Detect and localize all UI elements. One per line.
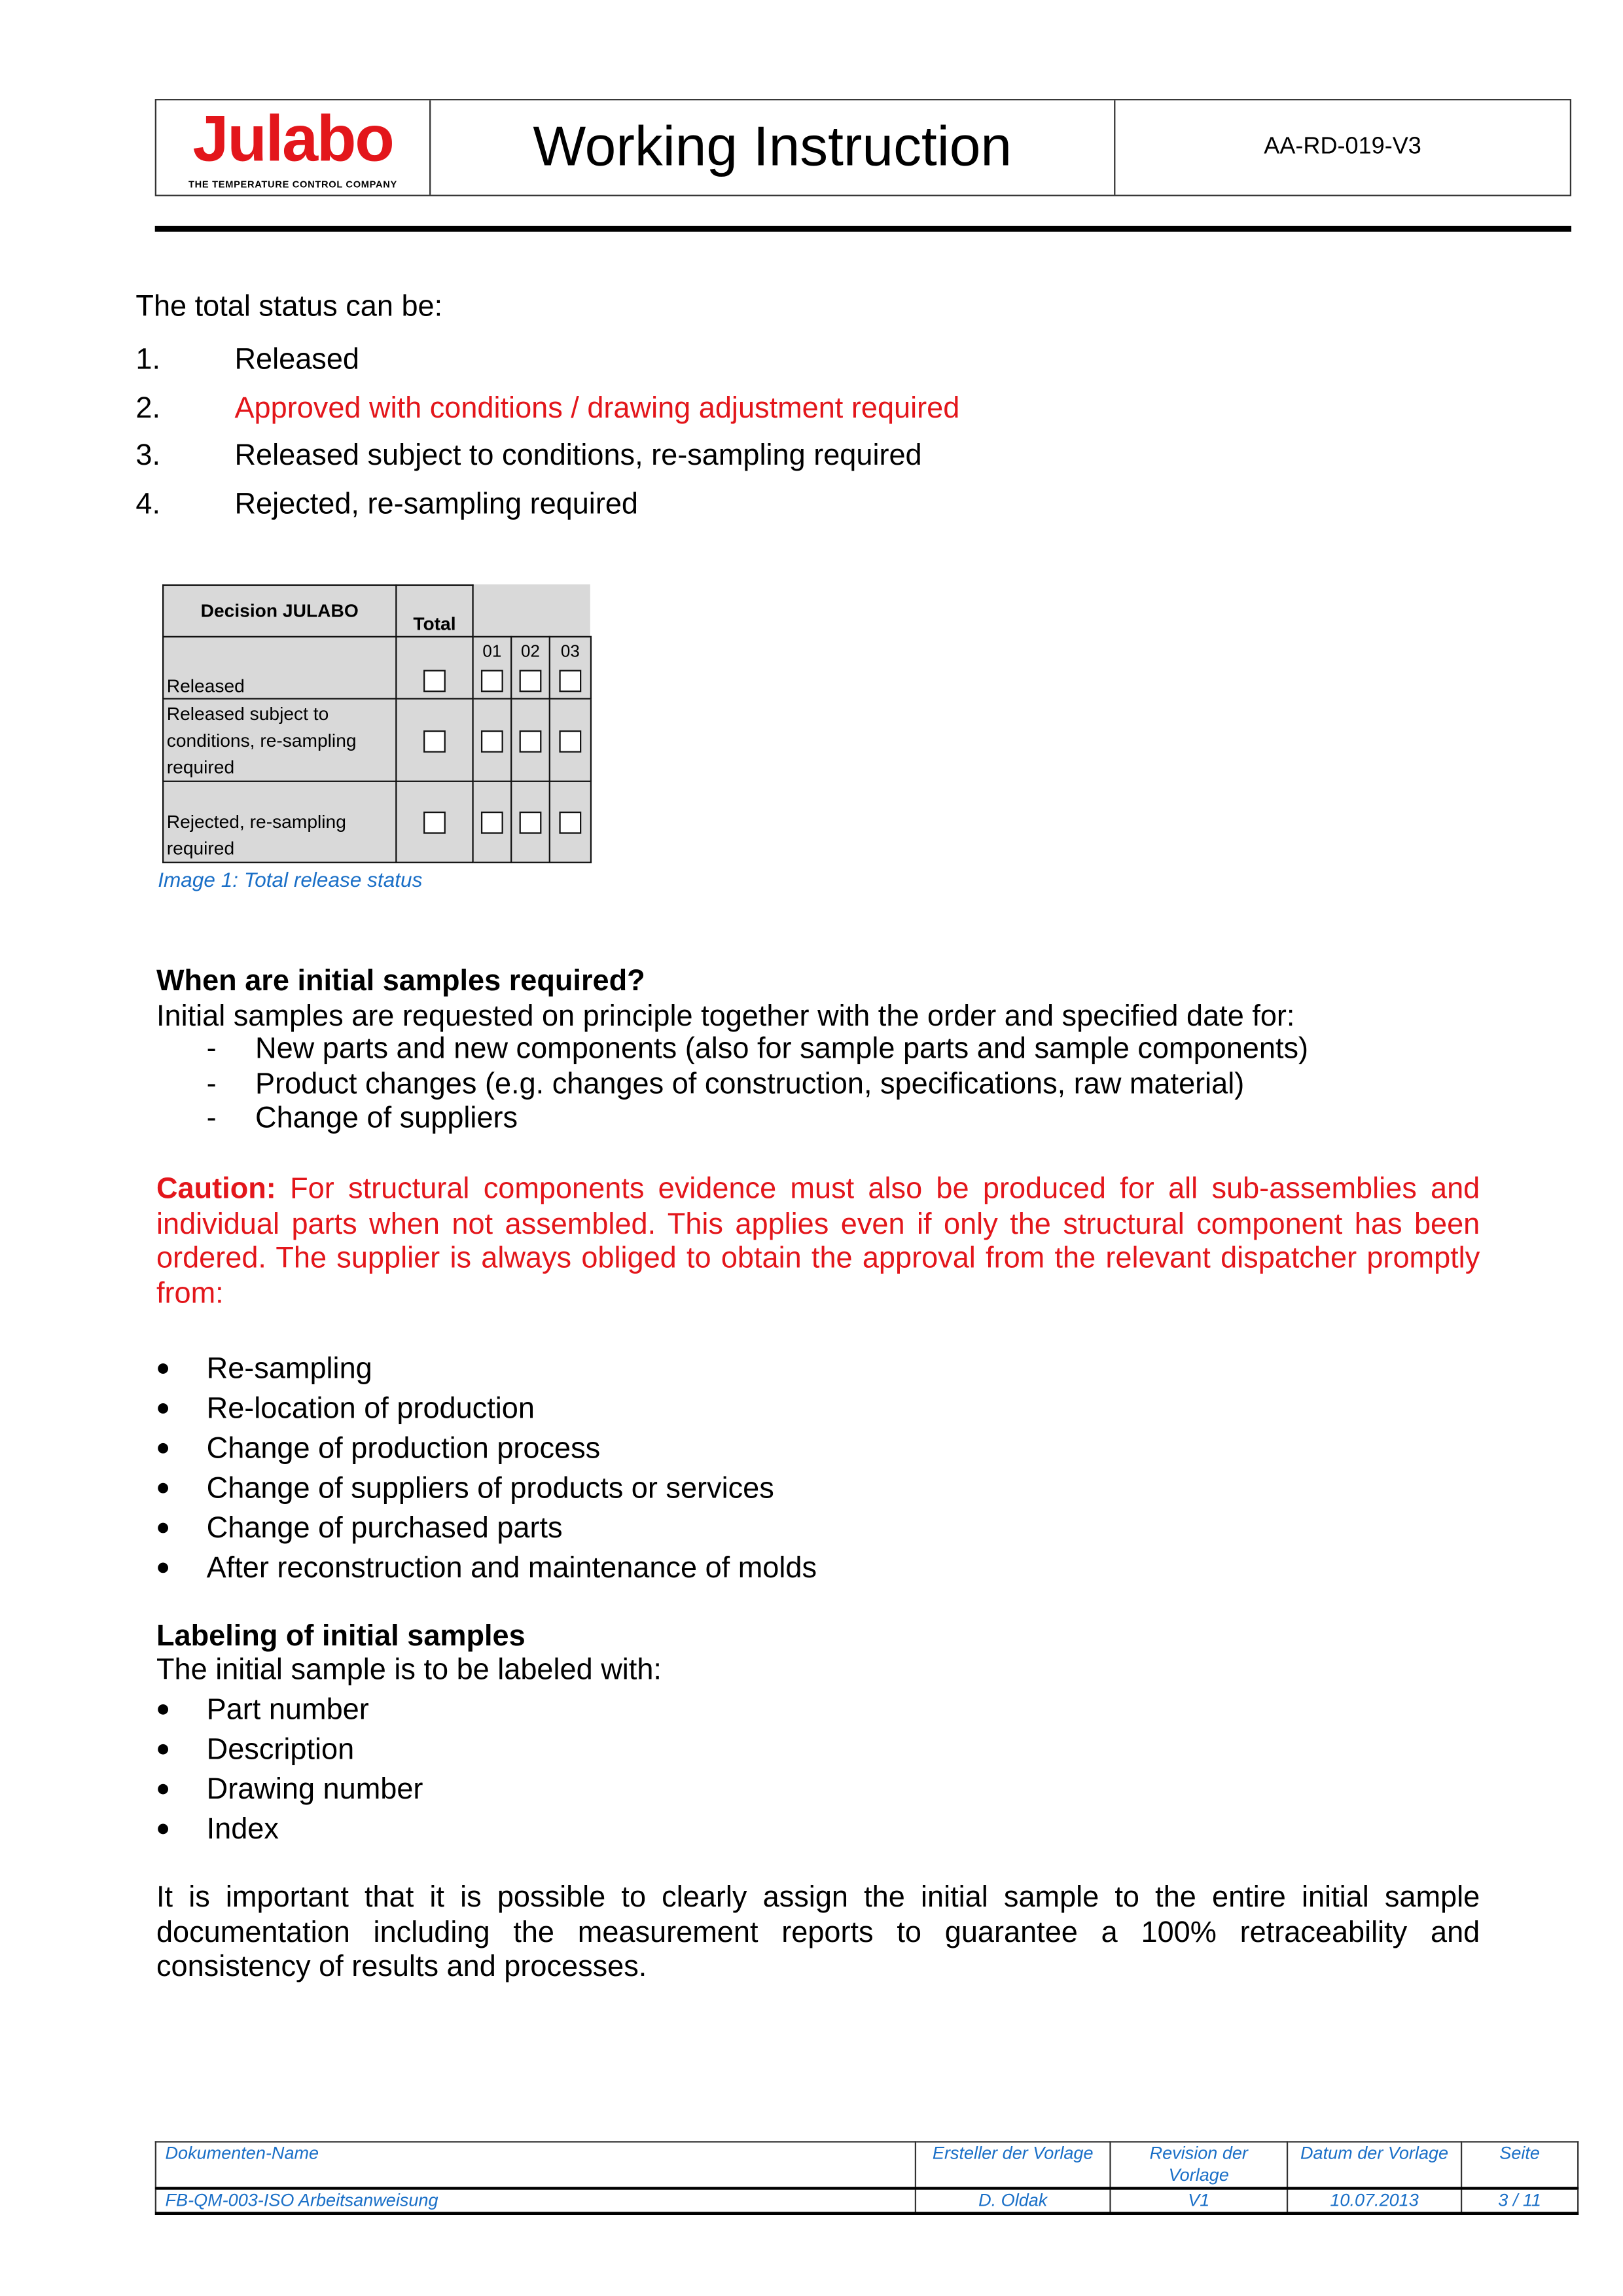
document-id: AA-RD-019-V3 — [1264, 134, 1421, 160]
item-label: Approved with conditions / drawing adjustment required — [234, 391, 960, 425]
item-text: Change of suppliers of products or services — [206, 1472, 774, 1505]
item-text: Product changes (e.g. changes of construction, specifications, raw material) — [255, 1067, 1245, 1101]
header-rule — [155, 226, 1571, 232]
status-intro: The total status can be: — [135, 291, 443, 323]
checkbox[interactable] — [481, 812, 503, 834]
status-item — [135, 480, 959, 528]
caution-text: For structural components evidence must also be produced for all sub-assemblies and individual parts when not assembled. This applies even if only the structural component has been ordered. The supplier is always obliged to obtain the approval from the relevant dispatcher promptly from: — [156, 1173, 1480, 1311]
caution-paragraph — [156, 1173, 1480, 1313]
col-header: 02 — [521, 643, 540, 661]
caution-label: Caution: — [156, 1173, 276, 1206]
footer-author: D. Oldak — [916, 2188, 1111, 2213]
checkbox[interactable] — [481, 670, 503, 692]
list-item: - New parts and new components (also for sample parts and sample components) — [206, 1033, 1309, 1066]
footer-date-label: Datum der Vorlage — [1287, 2142, 1461, 2188]
item-text: After reconstruction and maintenance of molds — [206, 1551, 817, 1585]
checkbox[interactable] — [559, 812, 581, 834]
footer-revision: V1 — [1111, 2188, 1288, 2213]
footer-page-label: Seite — [1461, 2142, 1578, 2188]
decision-header: Decision JULABO — [163, 585, 396, 637]
checkbox[interactable] — [423, 730, 446, 752]
item-label: Rejected, re-sampling required — [234, 488, 639, 520]
trigger-list — [156, 1350, 817, 1588]
list-item: - Change of suppliers — [206, 1103, 518, 1136]
figure-caption: Image 1: Total release status — [158, 867, 423, 891]
col-header: 01 — [482, 643, 502, 661]
item-text: Drawing number — [206, 1773, 423, 1806]
logo-tagline: THE TEMPERATURE CONTROL COMPANY — [188, 180, 397, 190]
labeling-heading: Labeling of initial samples — [156, 1620, 526, 1653]
checkbox[interactable] — [559, 730, 581, 752]
item-label: Released subject to conditions, re-sampling required — [234, 439, 922, 473]
item-text: Change of suppliers — [255, 1103, 518, 1136]
list-item — [156, 1549, 817, 1588]
item-text: Change of production process — [206, 1432, 601, 1465]
initial-heading: When are initial samples required? — [156, 965, 645, 998]
labeling-intro: The initial sample is to be labeled with: — [156, 1654, 662, 1687]
row-label: Rejected, re-sampling required — [163, 781, 396, 863]
list-item — [156, 1390, 817, 1430]
item-number: 3. — [135, 439, 161, 473]
checkbox[interactable] — [559, 670, 581, 692]
status-item — [135, 384, 959, 432]
list-item — [156, 1731, 423, 1770]
footer-date: 10.07.2013 — [1287, 2188, 1461, 2213]
initial-list — [207, 1033, 1308, 1138]
item-number: 4. — [135, 488, 161, 520]
list-item — [156, 1691, 423, 1731]
footer-revision-label: Revision der Vorlage — [1111, 2142, 1288, 2188]
list-item — [156, 1429, 817, 1469]
closing-paragraph: It is important that it is possible to clearly assign the initial sample to the entire initial sample documentation including the measurement reports to guarantee a 100% retraceability and consistency of results and processes. — [156, 1881, 1480, 1984]
row-label: Released subject to conditions, re-sampling required — [163, 699, 396, 781]
empty-header-cell — [473, 585, 591, 637]
item-text: New parts and new components (also for sample parts and sample components) — [255, 1033, 1309, 1066]
logo-wordmark: Julabo — [192, 103, 393, 176]
checkbox[interactable] — [520, 670, 542, 692]
item-text: Re-location of production — [206, 1393, 535, 1426]
item-text: Re-sampling — [206, 1353, 372, 1386]
item-text: Index — [206, 1813, 279, 1846]
list-item: - Product changes (e.g. changes of construction, specifications, raw material) — [206, 1067, 1245, 1101]
checkbox[interactable] — [423, 812, 446, 834]
row-label: Released — [163, 637, 396, 699]
item-text: Description — [206, 1733, 355, 1767]
checkbox[interactable] — [423, 670, 446, 692]
status-list — [135, 336, 959, 528]
status-item — [135, 433, 959, 480]
labeling-list — [156, 1691, 423, 1850]
julabo-logo — [156, 100, 431, 194]
list-item — [156, 1810, 423, 1850]
checkbox[interactable] — [520, 812, 542, 834]
col-header: 03 — [560, 643, 580, 661]
item-text: Part number — [206, 1694, 369, 1727]
checkbox[interactable] — [481, 730, 503, 752]
footer-page: 3 / 11 — [1461, 2188, 1578, 2213]
list-item — [156, 1469, 817, 1509]
initial-intro: Initial samples are requested on principle together with the order and specified date for: — [156, 1000, 1295, 1033]
decision-table-image — [162, 584, 590, 863]
item-text: Change of purchased parts — [206, 1512, 563, 1545]
item-number: 2. — [135, 391, 161, 425]
checkbox[interactable] — [520, 730, 542, 752]
item-label: Released — [234, 344, 360, 376]
list-item — [156, 1509, 817, 1549]
list-item — [156, 1770, 423, 1810]
list-item — [156, 1350, 817, 1390]
status-item — [135, 336, 959, 384]
footer-docname-label: Dokumenten-Name — [156, 2142, 916, 2188]
item-number: 1. — [135, 344, 161, 376]
footer-docname: FB-QM-003-ISO Arbeitsanweisung — [156, 2188, 916, 2213]
document-title: Working Instruction — [431, 100, 1115, 194]
total-header: Total — [396, 585, 473, 637]
header-box — [155, 99, 1571, 196]
footer-table — [155, 2141, 1579, 2215]
footer-author-label: Ersteller der Vorlage — [916, 2142, 1111, 2188]
decision-figure — [158, 584, 600, 893]
